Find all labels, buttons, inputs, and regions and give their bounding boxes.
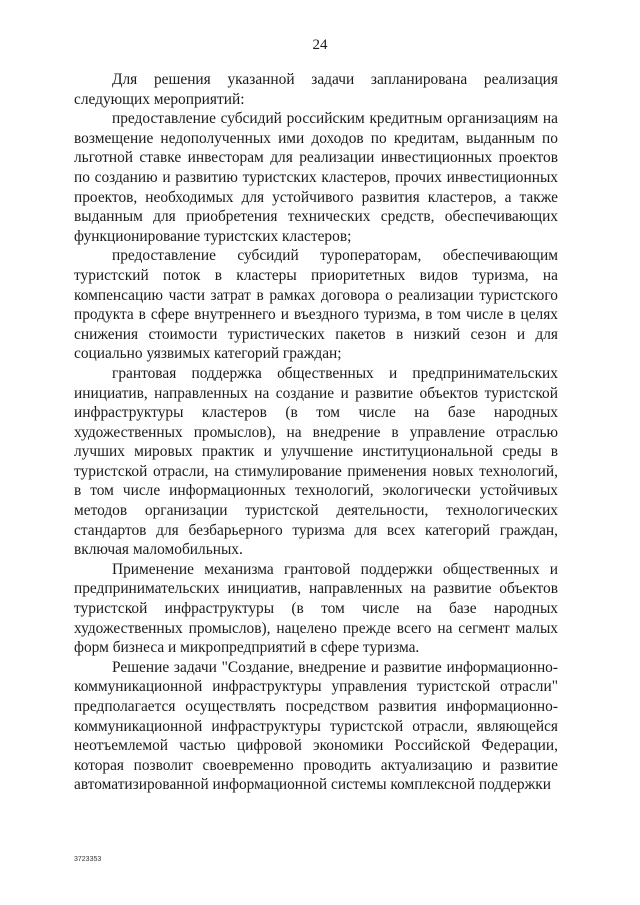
page-number: 24 [312, 37, 328, 53]
paragraph-grant-support: грантовая поддержка общественных и предпринимательских инициатив, направленных на создание и развитие объектов туристской инфраструктуры кластеров (в том числе на базе народных художественных промыслов), на внедрение в управление отраслью лучших мировых практик и улучшение институциональной среды в туристской отрасли, на стимулирование применения новых технологий, в том числе информационных технологий, экологически устойчивых методов организации туристской деятельности, технологических стандартов для безбарьерного туризма для всех категорий граждан, включая маломобильных. [74, 364, 558, 559]
paragraph-intro: Для решения указанной задачи запланирована реализация следующих мероприятий: [74, 71, 558, 108]
document-body [74, 70, 558, 795]
paragraph-grant-mechanism: Применение механизма грантовой поддержки общественных и предпринимательских инициатив, направленных на развитие объектов туристской инфраструктуры (в том числе на базе народных художественных промыслов), нацелено прежде всего на сегмент малых форм бизнеса и микропредприятий в сфере туризма. [74, 560, 558, 657]
paragraph-subsidies-credit: предоставление субсидий российским кредитным организациям на возмещение недополученных ими доходов по кредитам, выданным по льготной ставке инвесторам для реализации инвестиционных проектов по созданию и развитию туристских кластеров, прочих инвестиционных проектов, необходимых для устойчивого развития кластеров, а также выданным для приобретения технических средств, обеспечивающих функционирование туристских кластеров; [74, 110, 558, 245]
document-code: 3723353 [74, 856, 102, 863]
paragraph-subsidies-touroperators: предоставление субсидий туроператорам, обеспечивающим туристский поток в кластеры приоритетных видов туризма, на компенсацию части затрат в рамках договора о реализации туристского продукта в сфере внутреннего и въездного туризма, в том числе в целях снижения стоимости туристических пакетов в низкий сезон и для социально уязвимых категорий граждан; [74, 247, 558, 363]
paragraph-ict-infrastructure: Решение задачи "Создание, внедрение и развитие информационно-коммуникационной инфраструктуры управления туристской отрасли" предполагается осуществлять посредством развития информационно-коммуникационной инфраструктуры туристской отрасли, являющейся неотъемлемой частью цифровой экономики Российской Федерации, которая позволит своевременно проводить актуализацию и развитие автоматизированной информационной системы комплексной поддержки [74, 658, 558, 794]
